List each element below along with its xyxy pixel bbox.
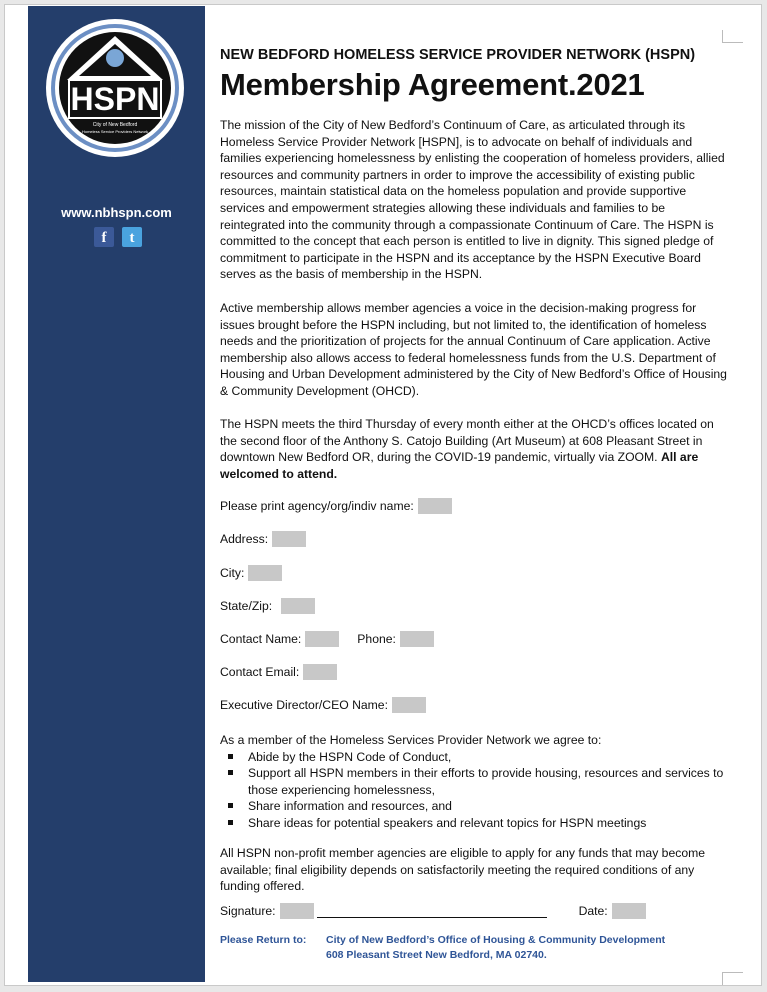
logo-subtitle-1: City of New Bedford [92, 122, 138, 128]
sidebar [28, 6, 205, 982]
document-title: Membership Agreement.2021 [220, 67, 645, 102]
return-address-lines: City of New Bedford’s Office of Housing & Community Development 608 Pleasant Street New Bedford, MA 02740. [326, 934, 666, 961]
date-field[interactable] [612, 903, 646, 919]
welcome-note: All are welcomed to attend. [220, 450, 699, 481]
mission-paragraph: The mission of the City of New Bedford’s Continuum of Care, as articulated through its Homeless Service Provider Network [HSPN], is to advocate on behalf of individuals and families experiencing homelessness by enlisting the cooperation of homeless providers, allied resources and community partners in order to improve the accessibility of existing public resources, maintain statistical data on the homeless population and provide supportive services and empowerment strategies allowing these individuals and families to be reintegrated into the community through a compassionate Continuum of Care. The HSPN is committed to the concept that each person is entitled to live in dignity. This signed pledge of commitment to participate in the HSPN and its acceptance by the HSPN Executive Board serves as the basis of membership in the HSPN. [220, 118, 725, 282]
agreement-intro: As a member of the Homeless Services Provider Network we agree to: [220, 733, 602, 747]
city-field[interactable] [248, 565, 282, 581]
org-heading: NEW BEDFORD HOMELESS SERVICE PROVIDER NETWORK (HSPN) [220, 47, 696, 63]
margin-mark-bottom-right [722, 972, 743, 985]
contact-email-row: Contact Email: [220, 664, 337, 680]
eligibility-paragraph: All HSPN non-profit member agencies are eligible to apply for any funds that may become available; final eligibility depends on satisfactorily meeting the required conditions of any funding offered. [220, 846, 706, 894]
address-field[interactable] [272, 531, 306, 547]
signature-field[interactable] [280, 903, 314, 919]
signature-row: Signature: Date: [220, 903, 730, 919]
list-item: Share information and resources, and [220, 798, 730, 815]
website-link[interactable]: www.nbhspn.com [61, 205, 172, 220]
city-row: City: [220, 565, 282, 581]
state-zip-row: State/Zip: [220, 598, 315, 614]
agreement-list [220, 749, 730, 832]
twitter-icon[interactable]: t [122, 227, 142, 247]
facebook-icon[interactable]: f [94, 227, 114, 247]
return-label: Please Return to: [220, 934, 307, 946]
agreement-section [220, 732, 730, 832]
contact-name-field[interactable] [305, 631, 339, 647]
list-item: Abide by the HSPN Code of Conduct, [220, 749, 730, 766]
hspn-logo [45, 18, 185, 158]
signature-line [317, 905, 547, 918]
contact-email-field[interactable] [303, 664, 337, 680]
agency-name-row: Please print agency/org/indiv name: [220, 498, 452, 514]
phone-field[interactable] [400, 631, 434, 647]
agency-name-field[interactable] [418, 498, 452, 514]
logo-wordmark: HSPN [70, 81, 160, 117]
meeting-paragraph: The HSPN meets the third Thursday of every month either at the OHCD’s offices located on the second floor of the Anthony S. Catojo Building (Art Museum) at 608 Pleasant Street in downtown New Bedford OR, during the COVID-19 pandemic, virtually via ZOOM. All are welcomed to attend. [220, 417, 714, 481]
list-item: Share ideas for potential speakers and relevant topics for HSPN meetings [220, 815, 730, 832]
contact-phone-row: Contact Name: Phone: [220, 631, 434, 647]
address-row: Address: [220, 531, 306, 547]
state-zip-field[interactable] [281, 598, 315, 614]
director-row: Executive Director/CEO Name: [220, 697, 426, 713]
director-name-field[interactable] [392, 697, 426, 713]
list-item: Support all HSPN members in their efforts to provide housing, resources and services to those experiencing homelessness, [220, 765, 730, 798]
margin-mark-top-right [722, 30, 743, 43]
logo-subtitle-2: Homeless Service Providers Network [81, 129, 149, 134]
active-membership-paragraph: Active membership allows member agencies a voice in the decision-making progress for issues brought before the HSPN including, but not limited to, the identification of homeless needs and the prioritization of projects for the annual Continuum of Care application. Active membership also allows access to federal homelessness funds from the U.S. Department of Housing and Urban Development administered by the City of New Bedford’s Office of Housing & Community Development (OHCD). [220, 301, 727, 398]
